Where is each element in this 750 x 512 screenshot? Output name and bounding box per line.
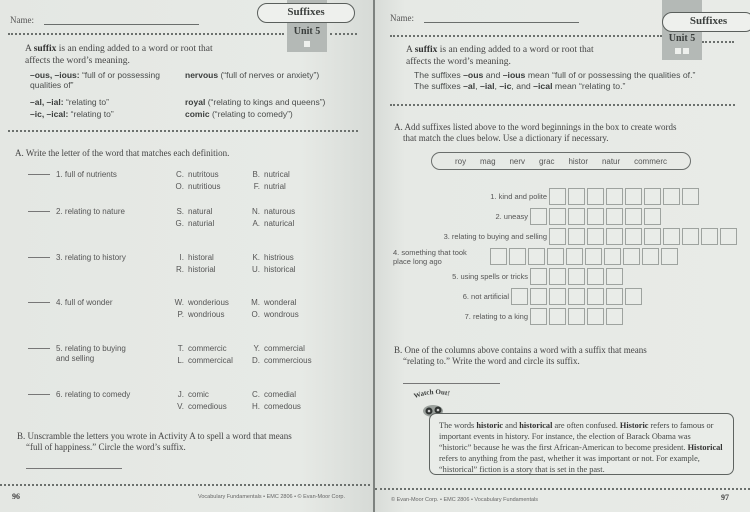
unit-label: Unit 5 (668, 33, 696, 44)
suffix-rule-1: –ous, –ious: “full of or possessing qualities of” (30, 70, 160, 90)
suffix-example-2: royal (“relating to kings and queens”) (185, 97, 326, 107)
letter-box[interactable] (682, 188, 699, 205)
letter-box[interactable] (549, 288, 566, 305)
section-tab: Suffixes (662, 12, 750, 32)
letter-box[interactable] (585, 248, 602, 265)
letter-box[interactable] (587, 268, 604, 285)
answer-option: M. wonderal (251, 298, 297, 307)
page-number: 96 (12, 492, 20, 501)
letter-box[interactable] (490, 248, 507, 265)
divider (330, 33, 357, 35)
question-3: 3. relating to history (28, 253, 168, 263)
clue-label: 2. uneasy (495, 212, 528, 221)
unit-square-icon (675, 48, 681, 54)
letter-boxes (549, 188, 701, 205)
root-word: roy (454, 156, 467, 166)
letter-boxes (511, 288, 644, 305)
question-4: 4. full of wonder (28, 298, 168, 308)
letter-box[interactable] (509, 248, 526, 265)
root-word: commerc (634, 156, 667, 166)
letter-box[interactable] (530, 308, 547, 325)
answer-option: C. comedial (252, 390, 297, 399)
letter-box[interactable] (663, 228, 680, 245)
letter-box[interactable] (606, 288, 623, 305)
name-label: Name: (10, 15, 34, 25)
letter-box[interactable] (568, 208, 585, 225)
activity-a-instruction: A. Write the letter of the word that matches each definition. (15, 148, 230, 158)
suffix-rule-3: –ic, –ical: “relating to” (30, 109, 114, 119)
divider (0, 484, 370, 486)
suffix-rule-2: The suffixes –al, –ial, –ic, and –ical mean “relating to.” (414, 81, 626, 91)
root-word: mag (480, 156, 496, 166)
letter-box[interactable] (682, 228, 699, 245)
letter-box[interactable] (661, 248, 678, 265)
letter-box[interactable] (701, 228, 718, 245)
letter-box[interactable] (625, 208, 642, 225)
answer-option: C. nutritous (176, 170, 219, 179)
letter-box[interactable] (568, 228, 585, 245)
answer-option: J. comic (177, 390, 209, 399)
question-1: 1. full of nutrients (28, 170, 168, 180)
letter-box[interactable] (642, 248, 659, 265)
answer-option: D. commercious (252, 356, 312, 365)
letter-boxes (530, 268, 625, 285)
answer-option: L. commercical (177, 356, 233, 365)
letter-box[interactable] (568, 288, 585, 305)
answer-option: U. historical (252, 265, 296, 274)
letter-box[interactable] (625, 228, 642, 245)
letter-box[interactable] (644, 188, 661, 205)
letter-box[interactable] (530, 208, 547, 225)
letter-box[interactable] (587, 208, 604, 225)
letter-box[interactable] (604, 248, 621, 265)
answer-option: W. wonderious (174, 298, 229, 307)
letter-box[interactable] (606, 208, 623, 225)
letter-box[interactable] (549, 308, 566, 325)
letter-box[interactable] (549, 228, 566, 245)
right-page (375, 0, 750, 512)
letter-box[interactable] (644, 208, 661, 225)
answer-line[interactable] (403, 383, 500, 384)
answer-option: K. histrious (252, 253, 294, 262)
question-2: 2. relating to nature (28, 207, 168, 217)
divider (375, 488, 750, 490)
footer-credit: Vocabulary Fundamentals • EMC 2806 • © Evan-Moor Corp. (198, 494, 345, 500)
answer-blank[interactable] (28, 174, 50, 175)
answer-option: P. wondrious (177, 310, 225, 319)
answer-option: R. historial (176, 265, 216, 274)
answer-blank[interactable] (28, 257, 50, 258)
unit-square-icon (304, 41, 310, 47)
letter-box[interactable] (625, 188, 642, 205)
letter-box[interactable] (511, 288, 528, 305)
clue-label: 1. kind and polite (490, 192, 547, 201)
activity-a-instruction: A. Add suffixes listed above to the word beginnings in the box to create words that match the clues below. Use a dictionary if necessary. (394, 122, 677, 143)
letter-box[interactable] (549, 208, 566, 225)
letter-box[interactable] (587, 308, 604, 325)
root-word: histor (568, 156, 589, 166)
book-spine (373, 0, 375, 512)
letter-box[interactable] (623, 248, 640, 265)
clue-label: 7. relating to a king (464, 312, 528, 321)
svg-text:Watch Out! (413, 388, 451, 400)
root-word: nerv (509, 156, 526, 166)
letter-boxes (530, 208, 663, 225)
letter-box[interactable] (644, 228, 661, 245)
question-6: 6. relating to comedy (28, 390, 168, 400)
clue-label: 5. using spells or tricks (452, 272, 528, 281)
clue-label: 4. something that took place long ago (393, 248, 467, 266)
letter-box[interactable] (530, 268, 547, 285)
answer-blank[interactable] (28, 211, 50, 212)
letter-box[interactable] (568, 268, 585, 285)
answer-option: N. naturous (252, 207, 296, 216)
answer-option: B. nutrical (252, 170, 290, 179)
answer-option: T. commercic (177, 344, 227, 353)
root-word: grac (538, 156, 555, 166)
suffix-example-1: nervous (“full of nerves or anxiety”) (185, 70, 320, 80)
question-5: 5. relating to buying and selling (28, 344, 168, 364)
letter-box[interactable] (549, 188, 566, 205)
letter-box[interactable] (606, 228, 623, 245)
letter-box[interactable] (530, 288, 547, 305)
clue-label: 3. relating to buying and selling (443, 232, 547, 241)
divider (390, 104, 735, 106)
unit-square-icon (683, 48, 689, 54)
letter-box[interactable] (549, 268, 566, 285)
answer-line[interactable] (26, 468, 122, 469)
divider (8, 33, 284, 35)
word-beginnings-box (431, 152, 691, 170)
letter-box[interactable] (606, 268, 623, 285)
suffix-definition: A suffix is an ending added to a word or root that affects the word’s meaning. (406, 45, 594, 67)
answer-option: I. historal (179, 253, 214, 262)
letter-box[interactable] (568, 308, 585, 325)
name-field[interactable] (10, 15, 199, 25)
letter-box[interactable] (528, 248, 545, 265)
section-tab: Suffixes (257, 3, 355, 23)
divider (390, 35, 662, 37)
suffix-rule-1: The suffixes –ous and –ious mean “full of or possessing the qualities of.” (414, 70, 696, 80)
answer-blank[interactable] (28, 302, 50, 303)
footer-credit: © Evan-Moor Corp. • EMC 2806 • Vocabulary Fundamentals (391, 497, 538, 503)
watch-out-label: Watch Out! (412, 388, 451, 401)
answer-option: O. nutritious (175, 182, 221, 191)
letter-boxes (490, 248, 680, 265)
suffix-example-3: comic (“relating to comedy”) (185, 109, 293, 119)
watch-out-note: The words historic and historical are often confused. Historic refers to famous or important events in history. For instance, the election of Barack Obama was “historic” because he was the first African-American to become president. Historical refers to anything from the past, whether it was important or not. For example, “historical” fiction is a story that is set in the past. (429, 413, 734, 475)
root-word: natur (601, 156, 621, 166)
name-field[interactable] (390, 13, 579, 23)
answer-option: V. comedious (177, 402, 227, 411)
letter-box[interactable] (625, 288, 642, 305)
letter-boxes (549, 228, 739, 245)
letter-box[interactable] (568, 188, 585, 205)
letter-box[interactable] (587, 288, 604, 305)
answer-option: A. naturical (252, 219, 295, 228)
letter-box[interactable] (663, 188, 680, 205)
letter-boxes (530, 308, 625, 325)
divider (8, 130, 358, 132)
activity-b-instruction: B. One of the columns above contains a word with a suffix that means “relating to.” Write the word and circle its suffix. (394, 345, 647, 366)
letter-box[interactable] (566, 248, 583, 265)
letter-box[interactable] (720, 228, 737, 245)
answer-option: O. wondrous (251, 310, 299, 319)
suffix-rule-2: –al, –ial: “relating to” (30, 97, 109, 107)
clue-label: 6. not artificial (462, 292, 509, 301)
letter-box[interactable] (606, 188, 623, 205)
answer-option: F. nutrial (253, 182, 286, 191)
suffix-definition: A suffix is an ending added to a word or root that affects the word’s meaning. (25, 44, 213, 66)
answer-blank[interactable] (28, 394, 50, 395)
letter-box[interactable] (587, 188, 604, 205)
name-line[interactable] (424, 15, 579, 23)
unit-label: Unit 5 (293, 26, 321, 37)
answer-blank[interactable] (28, 348, 50, 349)
divider (702, 41, 734, 43)
page-number: 97 (721, 493, 729, 502)
name-line[interactable] (44, 17, 199, 25)
letter-box[interactable] (547, 248, 564, 265)
name-label: Name: (390, 13, 414, 23)
letter-box[interactable] (606, 308, 623, 325)
answer-option: H. comedous (252, 402, 301, 411)
answer-option: Y. commercial (253, 344, 305, 353)
answer-option: S. natural (176, 207, 213, 216)
activity-b-instruction: B. Unscramble the letters you wrote in Activity A to spell a word that means “full of happiness.” Circle the word’s suffix. (17, 431, 292, 452)
letter-box[interactable] (587, 228, 604, 245)
answer-option: G. naturial (175, 219, 215, 228)
